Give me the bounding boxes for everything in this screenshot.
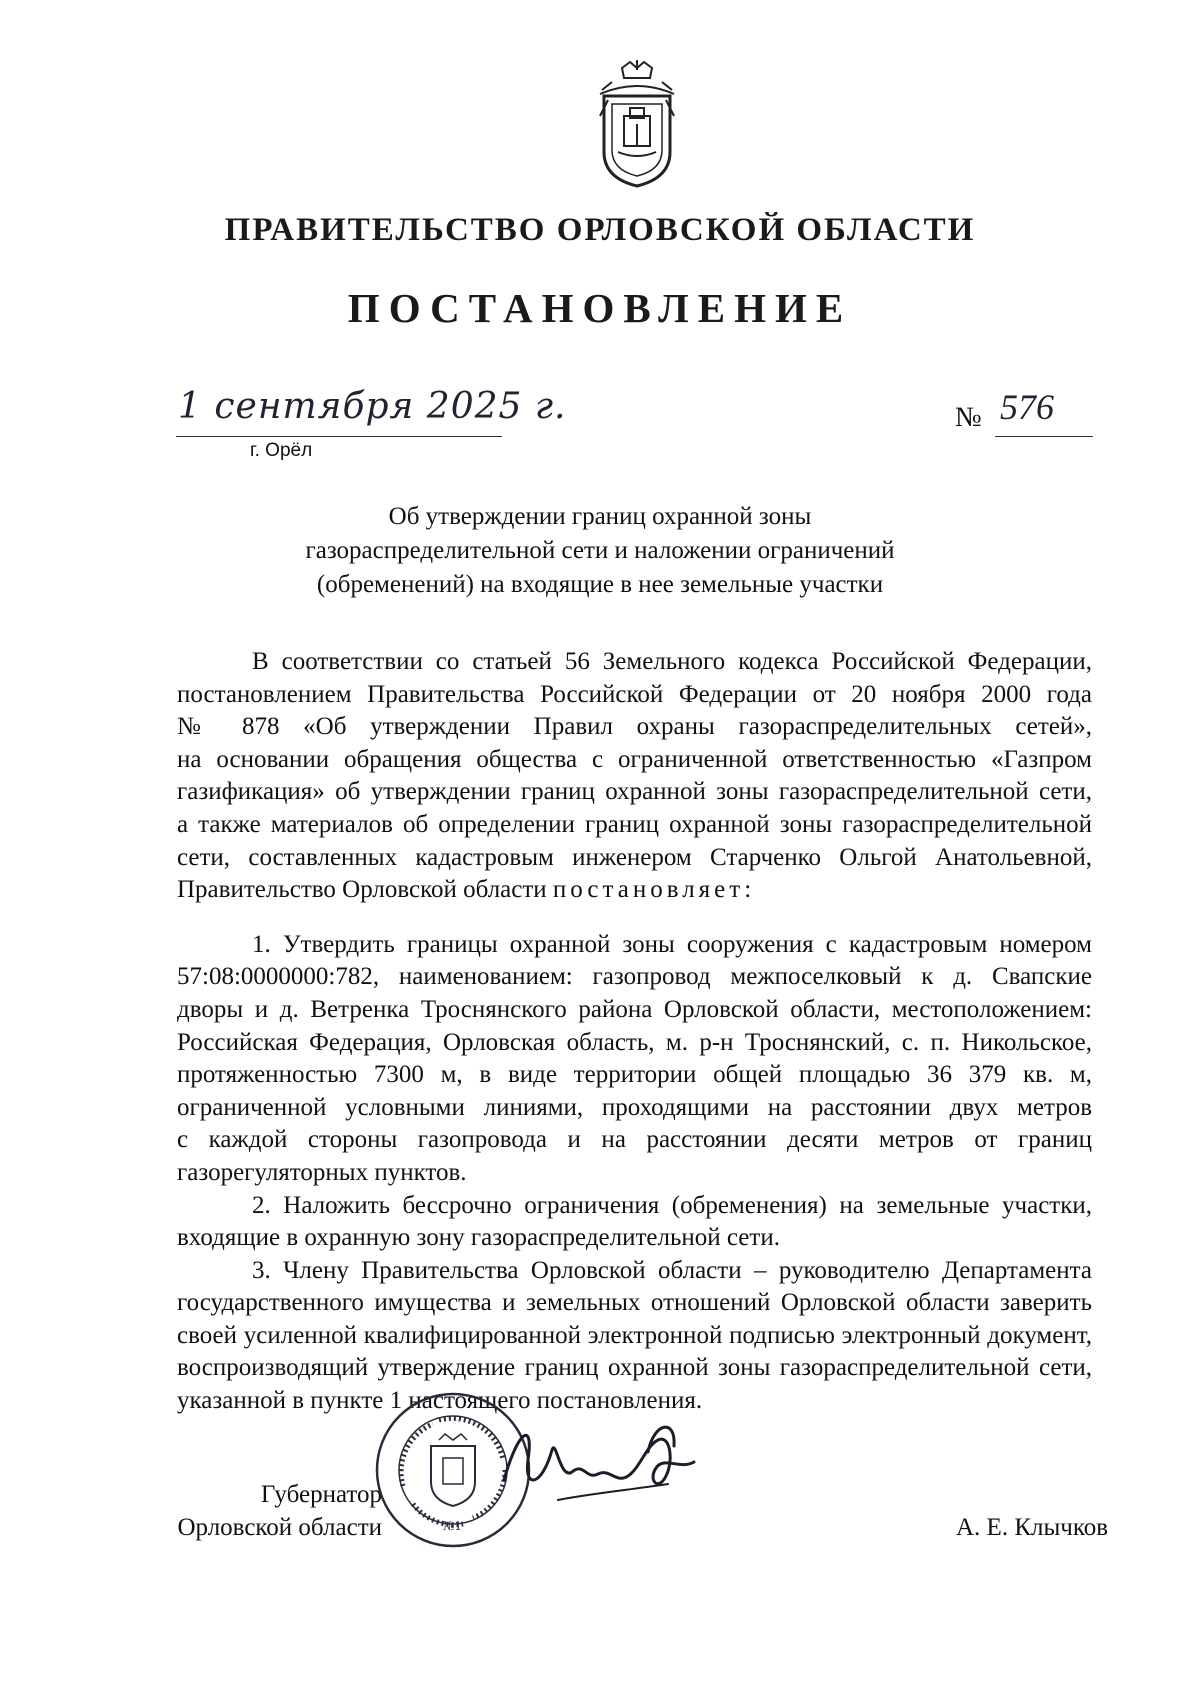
organization-title: ПРАВИТЕЛЬСТВО ОРЛОВСКОЙ ОБЛАСТИ — [224, 212, 976, 248]
signatory-name: А. Е. Клычков — [956, 1514, 1109, 1541]
subject-line: (обременений) на входящие в нее земельные участки — [316, 571, 884, 598]
date-underline — [176, 436, 502, 437]
handwritten-number: 576 — [1000, 387, 1054, 427]
paragraph-line: 57:08:0000000:782, наименованием: газопровод межпоселковый к д. Свапские — [177, 963, 1092, 991]
paragraph-line: ограниченной условными линиями, проходящими на расстоянии двух метров — [177, 1093, 1092, 1121]
paragraph-line: дворы и д. Ветренка Троснянского района Орловской области, местоположением: — [177, 995, 1092, 1023]
paragraph-line: газорегуляторных пунктов. — [177, 1158, 467, 1186]
paragraph-line: воспроизводящий утверждение границ охранной зоны газораспределительной сети, — [177, 1354, 1092, 1382]
clause-1 — [177, 929, 1092, 1190]
paragraph-line: газификация» об утверждении границ охранной зоны газораспределительной сети, — [177, 778, 1092, 806]
paragraph-line: указанной в пункте 1 настоящего постановления. — [177, 1387, 703, 1415]
paragraph-line: своей усиленной квалифицированной электронной подписью электронный документ, — [177, 1321, 1092, 1349]
coat-of-arms-emblem — [592, 60, 682, 188]
paragraph-line: 3. Члену Правительства Орловской области – руководителю Департамента — [252, 1256, 1092, 1284]
paragraph-line: сети, составленных кадастровым инженером Старченко Ольгой Анатольевной, — [177, 843, 1092, 871]
paragraph-line — [177, 874, 1092, 907]
paragraph-line: на основании обращения общества с ограниченной ответственностью «Газпром — [177, 745, 1092, 773]
handwritten-signature — [498, 1410, 698, 1520]
resolution-verb: постановляет: — [552, 876, 756, 904]
document-subject — [240, 500, 960, 602]
document-type-title: ПОСТАНОВЛЕНИЕ — [347, 285, 853, 331]
document-body — [177, 646, 1092, 1418]
paragraph-line: 1. Утвердить границы охранной зоны сооружения с кадастровым номером — [252, 930, 1092, 958]
number-label: № — [955, 402, 982, 433]
preamble-paragraph — [177, 646, 1092, 907]
paragraph-line: № 878 «Об утверждении Правил охраны газораспределительных сетей», — [177, 713, 1092, 741]
paragraph-line: постановлением Правительства Российской Федерации от 20 ноября 2000 года — [177, 680, 1092, 708]
svg-text:№1: №1 — [443, 1519, 462, 1533]
paragraph-line: протяженностью 7300 м, в виде территории общей площадью 36 379 кв. м, — [177, 1061, 1092, 1089]
handwritten-date: 1 сентября 2025 г. — [178, 386, 567, 427]
city-label: г. Орёл — [250, 440, 313, 461]
position-line: Губернатор — [260, 1481, 382, 1508]
paragraph-line: государственного имущества и земельных отношений Орловской области заверить — [177, 1289, 1092, 1317]
paragraph-line: 2. Наложить бессрочно ограничения (обременения) на земельные участки, — [252, 1191, 1092, 1219]
paragraph-line: а также материалов об определении границ охранной зоны газораспределительной — [177, 810, 1092, 838]
paragraph-line: с каждой стороны газопровода и на расстоянии десяти метров от границ — [177, 1126, 1092, 1154]
resolution-lead: Правительство Орловской области — [177, 876, 547, 904]
paragraph-line: входящие в охранную зону газораспределительной сети. — [177, 1224, 780, 1252]
clause-3 — [177, 1255, 1092, 1418]
paragraph-line: Российская Федерация, Орловская область, м. р-н Троснянский, с. п. Никольское, — [177, 1028, 1092, 1056]
subject-line: Об утверждении границ охранной зоны — [388, 503, 812, 530]
paragraph-line: В соответствии со статьей 56 Земельного кодекса Российской Федерации, — [252, 648, 1092, 675]
signatory-position — [170, 1478, 382, 1544]
position-line: Орловской области — [177, 1514, 382, 1541]
number-underline — [995, 436, 1093, 437]
subject-line: газораспределительной сети и наложении ограничений — [305, 537, 895, 564]
clause-2 — [177, 1190, 1092, 1255]
